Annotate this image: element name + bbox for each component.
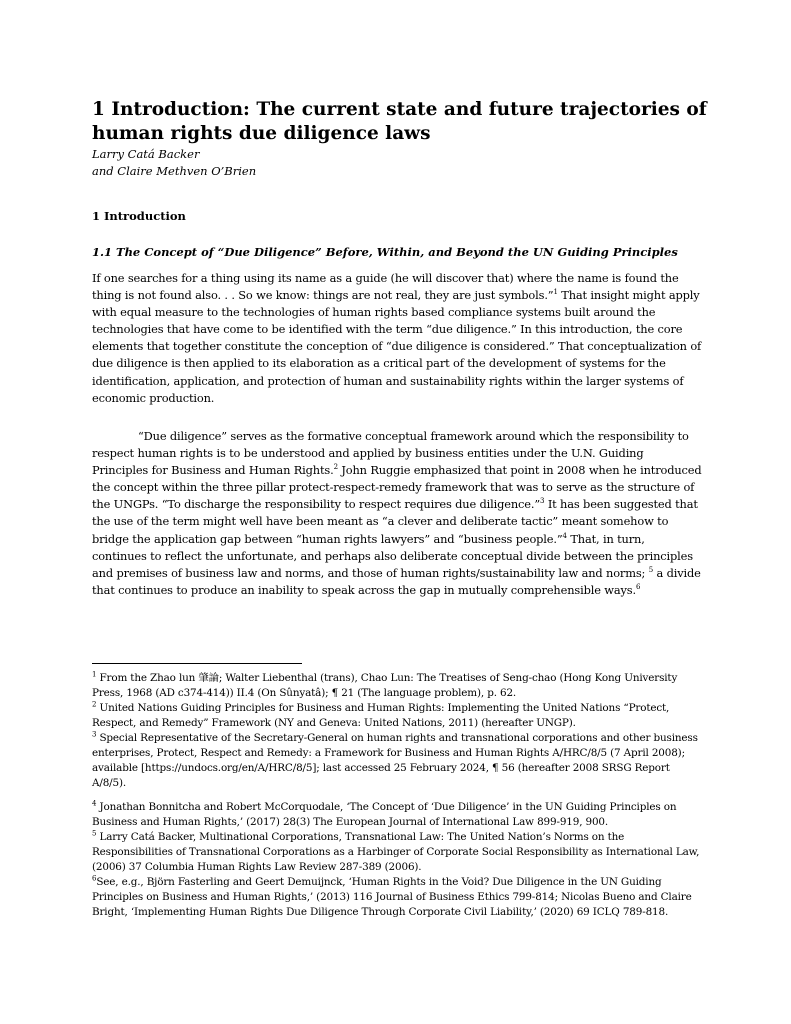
paragraph-text: a divide that continues to produce an inability to speak across the gap in mutually comprehensible ways. xyxy=(92,565,701,597)
footnote-3 xyxy=(92,731,700,791)
footnote-ref-3[interactable]: 3 xyxy=(540,497,545,506)
footnote-ref-2[interactable]: 2 xyxy=(333,463,338,472)
footnote-text: See, e.g., Björn Fasterling and Geert Demuijnck, ‘Human Rights in the Void? Due Diligence in the UN Guiding Principles on Business and Human Rights,’ (2013) 116 Journal of Business Ethics 799-814; Nicolas Bueno and Claire Bright, ‘Implementing Human Rights Due Diligence Through Corporate Civil Liability,’ (2020) 69 ICLQ 789-818. xyxy=(92,876,692,918)
footnote-text: Special Representative of the Secretary-General on human rights and transnational corporations and other business enterprises, Protect, Respect and Remedy: a Framework for Business and Human Rights A/HRC/8/5 (7 April 2008); available [https://undocs.org/en/A/HRC/8/5]; last accessed 25 February 2024, ¶ 56 (hereafter 2008 SRSG Report A/8/5). xyxy=(92,732,698,789)
footnote-number: 1 xyxy=(92,670,97,679)
footnote-text: United Nations Guiding Principles for Business and Human Rights: Implementing the United Nations “Protect, Respect, and Remedy” Framework (NY and Geneva: United Nations, 2011) (hereafter UNGP). xyxy=(92,702,670,729)
paragraph-text: “Due diligence” serves as the formative conceptual framework around which the responsibility to respect human rights is to be understood and applied by business entities under the U.N. Guiding Principles for Business and Human Rights. xyxy=(92,429,689,478)
author-line-2: and Claire Methven O’Brien xyxy=(92,164,257,178)
paragraph-text: That insight might apply with equal measure to the technologies of human rights based compliance systems built around the technologies that have come to be identified with the term “due diligence.” In this introduction, the core elements that together constitute the conception of “due diligence is considered.” That conceptualization of due diligence is then applied to its elaboration as a critical part of the development of systems for the identification, application, and protection of human and sustainability rights within the larger systems of economic production. xyxy=(92,288,702,405)
body-paragraph-1 xyxy=(92,270,702,407)
footnote-number: 3 xyxy=(92,730,97,739)
footnote-text: Jonathan Bonnitcha and Robert McCorquodale, ‘The Concept of ‘Due Diligence’ in the UN Guiding Principles on Business and Human Rights,’ (2017) 28(3) The European Journal of International Law 899-919, 900. xyxy=(92,801,677,828)
footnote-number: 6 xyxy=(92,874,97,883)
footnote-number: 5 xyxy=(92,829,97,838)
chapter-title: 1 Introduction: The current state and future trajectories of human rights due diligence laws xyxy=(92,99,707,144)
footnote-4 xyxy=(92,800,700,830)
paragraph-text: That, in turn, continues to reflect the unfortunate, and perhaps also deliberate conceptual divide between the principles and premises of business law and norms, and those of human rights/sustainability law and norms; xyxy=(92,531,693,580)
subsection-heading: 1.1 The Concept of “Due Diligence” Before, Within, and Beyond the UN Guiding Principles xyxy=(92,245,678,259)
footnote-ref-6[interactable]: 6 xyxy=(635,583,641,592)
footnote-ref-1[interactable]: 1 xyxy=(553,288,558,297)
paragraph-text: It has been suggested that the use of the term might well have been meant as “a clever and deliberate tactic” meant somehow to bridge the application gap between “human rights lawyers” and “business people.” xyxy=(92,497,698,546)
footnote-ref-4[interactable]: 4 xyxy=(562,531,567,540)
author-line-1: Larry Catá Backer xyxy=(92,147,200,161)
footnote-2 xyxy=(92,701,700,731)
footnote-number: 2 xyxy=(92,700,97,709)
footnote-ref-5[interactable]: 5 xyxy=(648,565,654,574)
footnote-5 xyxy=(92,830,700,875)
footnote-1 xyxy=(92,671,700,701)
footnote-text: From the Zhao lun 肇論; Walter Liebenthal (trans), Chao Lun: The Treatises of Seng-chao (Hong Kong University Press, 1968 (AD c374-414)) II.4 (On Sûnyatâ); ¶ 21 (The language problem), p. 62. xyxy=(92,672,678,699)
section-heading: 1 Introduction xyxy=(92,209,186,223)
footnote-separator xyxy=(92,663,302,664)
paragraph-text: John Ruggie emphasized that point in 2008 when he introduced the concept within the three pillar protect-respect-remedy framework that was to serve as the structure of the UNGPs. “To discharge the responsibility to respect requires due diligence.” xyxy=(92,463,702,512)
paragraph-text: If one searches for a thing using its name as a guide (he will discover that) where the name is found the thing is not found also. . . So we know: things are not real, they are just symbols.” xyxy=(92,271,679,303)
footnote-6 xyxy=(92,875,700,920)
body-paragraph-2 xyxy=(92,428,702,599)
footnote-number: 4 xyxy=(92,799,97,808)
footnote-text: Larry Catá Backer, Multinational Corporations, Transnational Law: The United Nation’s Norms on the Responsibilities of Transnational Corporations as a Harbinger of Corporate Social Responsibility as International Law, (2006) 37 Columbia Human Rights Law Review 287-389 (2006). xyxy=(92,831,700,873)
